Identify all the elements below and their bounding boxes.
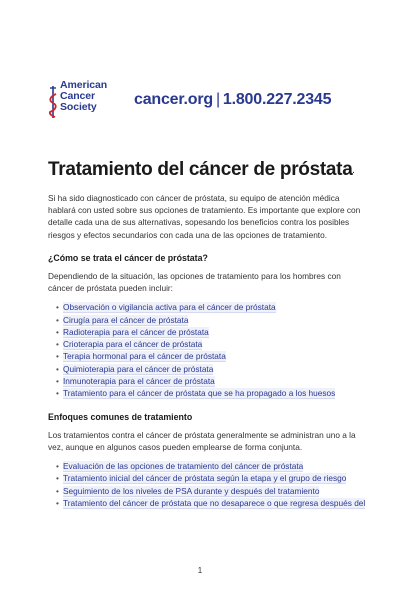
logo-line-2: Cancer [60, 90, 96, 102]
contact-separator: | [215, 91, 220, 108]
treatment-link[interactable]: Radioterapia para el cáncer de próstata [63, 326, 209, 337]
page-header [48, 80, 368, 128]
list-item [56, 387, 364, 399]
phone-number[interactable]: 1.800.227.2345 [222, 91, 332, 108]
approach-link[interactable]: Tratamiento del cáncer de próstata que no desaparece o que regresa después del [63, 497, 366, 508]
treatment-options-list [56, 301, 364, 399]
list-item [56, 472, 364, 484]
list-item [56, 363, 364, 375]
sword-icon [48, 84, 58, 120]
intro-paragraph: Si ha sido diagnosticado con cáncer de próstata, su equipo de atención médica hablará con usted sobre sus opciones de tratamiento. Es importante que explore con detalle cada una de sus alternativas, sopesando los beneficios contra los posibles riesgos y efectos secundarios con cada una de las opciones de tratamiento. [48, 193, 361, 240]
list-item [56, 326, 364, 338]
treatment-link[interactable]: Crioterapia para el cáncer de próstata [63, 339, 203, 350]
logo-line-3: Society [60, 101, 97, 113]
list-item [56, 314, 364, 326]
list-item [56, 338, 364, 350]
list-item [56, 497, 364, 509]
section-heading-common-approaches: Enfoques comunes de tratamiento [48, 411, 193, 422]
logo-line-1: American [60, 79, 108, 91]
list-item [56, 301, 364, 313]
treatment-link[interactable]: Inmunoterapia para el cáncer de próstata [63, 376, 215, 386]
title-mark: · [352, 170, 355, 177]
document-title [48, 158, 364, 186]
approaches-list [56, 460, 364, 509]
approach-link[interactable]: Seguimiento de los niveles de PSA durante y después del tratamiento [63, 485, 320, 496]
section-heading-how-treated: ¿Cómo se trata el cáncer de próstata? [48, 252, 208, 263]
section-paragraph-options: Dependiendo de la situación, las opciones de tratamiento para los hombres con cáncer de próstata pueden incluir: [48, 270, 341, 294]
american-cancer-society-logo[interactable] [48, 80, 118, 124]
document-body [48, 158, 364, 509]
list-item [56, 460, 364, 472]
list-item [56, 375, 364, 387]
title-text: Tratamiento del cáncer de próstata [48, 159, 353, 180]
treatment-link[interactable]: Observación o vigilancia activa para el cáncer de próstata [63, 302, 276, 313]
contact-info [134, 91, 331, 109]
approach-link[interactable]: Tratamiento inicial del cáncer de próstata según la etapa y el grupo de riesgo [63, 473, 347, 484]
treatment-link[interactable]: Tratamiento para el cáncer de próstata que se ha propagado a los huesos [63, 388, 336, 399]
list-item [56, 350, 364, 362]
treatment-link[interactable]: Quimioterapia para el cáncer de próstata [63, 363, 214, 374]
approach-link[interactable]: Evaluación de las opciones de tratamiento del cáncer de próstata [63, 461, 304, 471]
logo-wordmark [60, 80, 107, 113]
website-link[interactable]: cancer.org [134, 91, 213, 108]
treatment-link[interactable]: Terapia hormonal para el cáncer de próstata [63, 351, 226, 362]
list-item [56, 485, 364, 497]
page-number: 1 [197, 566, 203, 575]
treatment-link[interactable]: Cirugía para el cáncer de próstata [63, 314, 189, 325]
section-paragraph-approaches: Los tratamientos contra el cáncer de próstata generalmente se administran uno a la vez, aunque en algunos casos pueden emplearse de forma conjunta. [48, 429, 356, 452]
